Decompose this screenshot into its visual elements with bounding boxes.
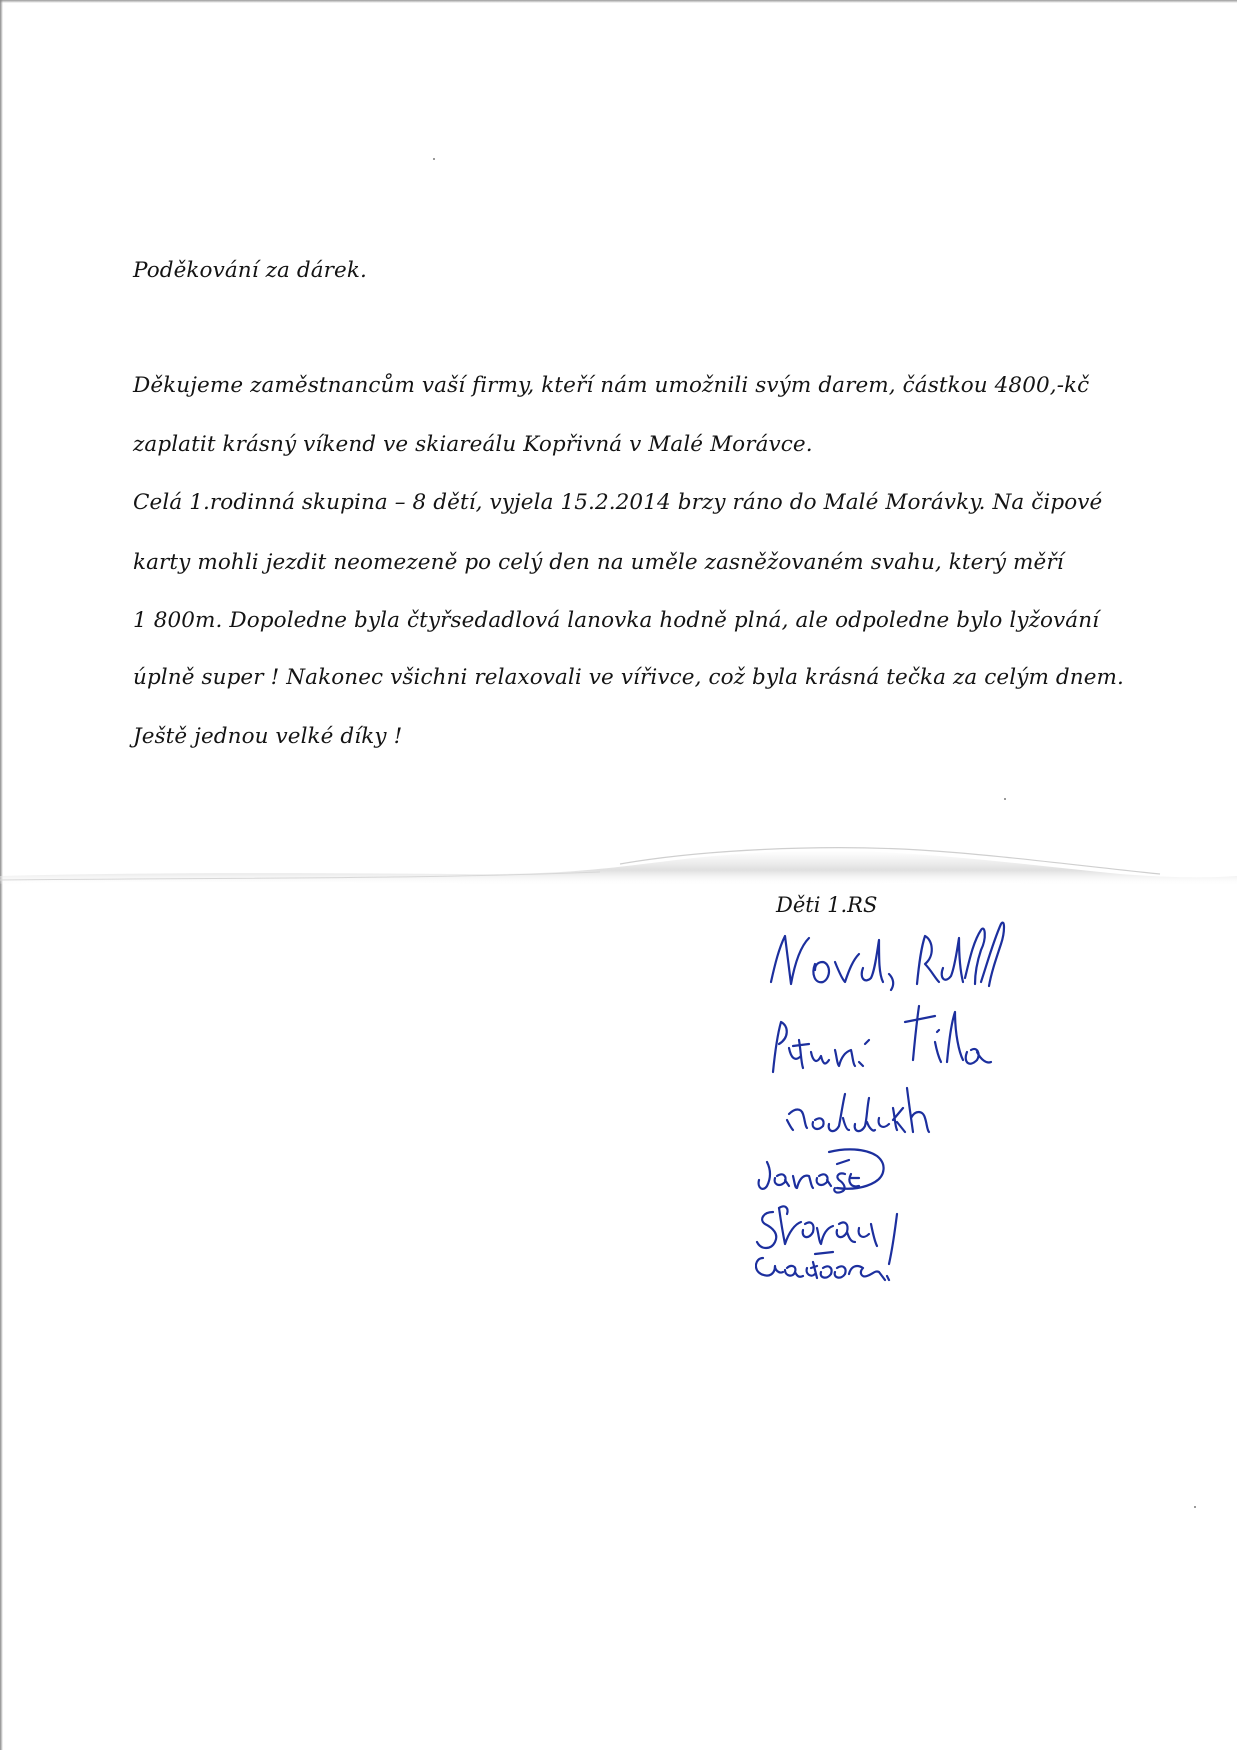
signature-5 bbox=[757, 1206, 877, 1248]
letter-body-line: karty mohli jezdit neomezeně po celý den na uměle zasněžovaném svahu, který měří bbox=[133, 550, 1064, 575]
scan-edge-top bbox=[0, 0, 1237, 3]
signature-3 bbox=[787, 1088, 929, 1132]
letter-body-line: Ještě jednou velké díky ! bbox=[133, 724, 403, 749]
signature-2 bbox=[773, 1006, 991, 1072]
signature-4 bbox=[759, 1149, 884, 1192]
letter-body-line: úplně super ! Nakonec všichni relaxovali ve vířivce, což byla krásná tečka za celým dnem. bbox=[133, 665, 1124, 690]
letter-body-line: zaplatit krásný víkend ve skiareálu Kopřivná v Malé Morávce. bbox=[133, 432, 813, 457]
letter-sender: Děti 1.RS bbox=[776, 893, 878, 917]
letter-title: Poděkování za dárek. bbox=[133, 258, 367, 283]
dust-speck bbox=[1194, 1506, 1196, 1508]
letter-body-line: 1 800m. Dopoledne byla čtyřsedadlová lanovka hodně plná, ale odpoledne bylo lyžování bbox=[133, 608, 1100, 633]
dust-speck bbox=[1004, 798, 1006, 800]
letter-body-line: Děkujeme zaměstnancům vaší firmy, kteří nám umožnili svým darem, částkou 4800,-kč bbox=[133, 373, 1090, 398]
signature-1 bbox=[771, 923, 1004, 990]
letter-body-line: Celá 1.rodinná skupina – 8 dětí, vyjela 15.2.2014 brzy ráno do Malé Morávky. Na čipové bbox=[133, 490, 1103, 515]
paper-fold-crease bbox=[0, 842, 1237, 890]
signature-6 bbox=[756, 1214, 897, 1280]
handwritten-signatures bbox=[755, 912, 1055, 1292]
dust-speck bbox=[433, 158, 435, 160]
